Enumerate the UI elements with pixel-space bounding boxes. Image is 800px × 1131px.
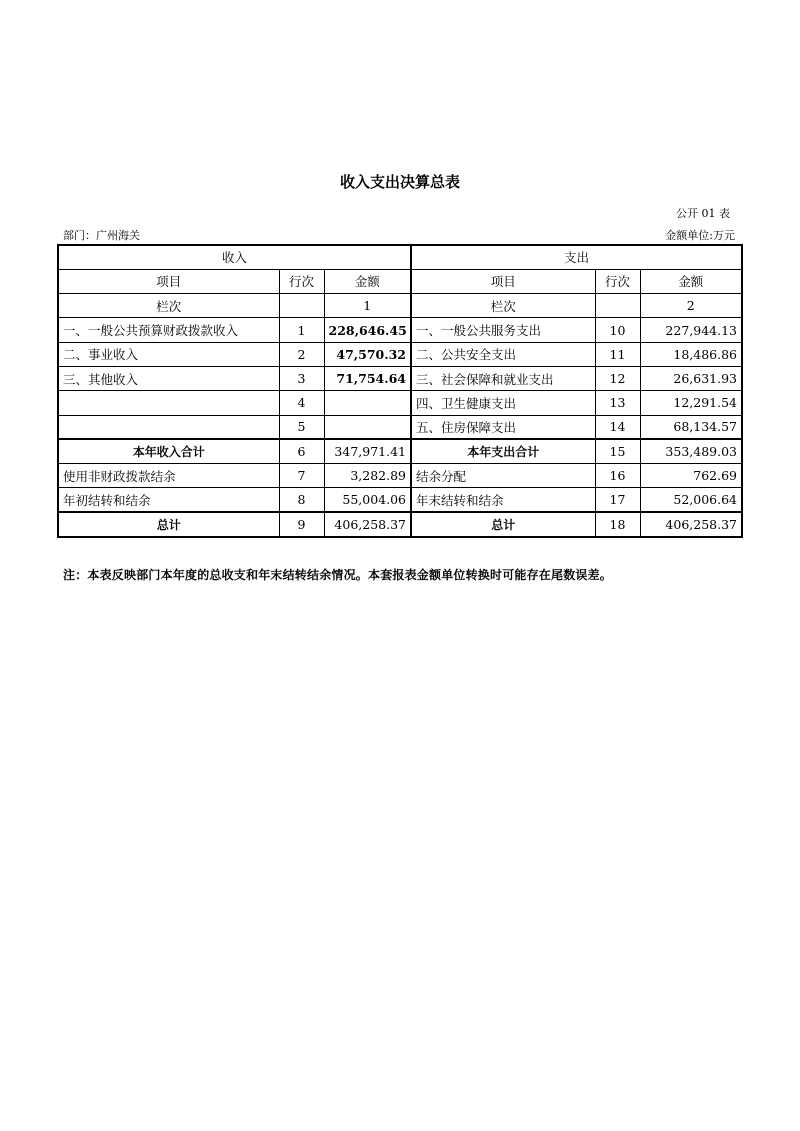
- total-row: [58, 512, 742, 536]
- income-amount: [324, 415, 411, 439]
- footnote: 注：本表反映部门本年度的总收支和年末结转结余情况。本套报表金额单位转换时可能存在尾数误差。: [63, 568, 613, 582]
- expense-line: 16: [595, 464, 640, 488]
- income-item: 一、一般公共预算财政拨款收入: [58, 318, 279, 342]
- income-line: 5: [279, 415, 324, 439]
- expense-item: 二、公共安全支出: [411, 342, 595, 366]
- page-title: 收入支出决算总表: [339, 173, 460, 191]
- income-line: 7: [279, 464, 324, 488]
- table-row: [58, 464, 742, 488]
- income-expense-table: [57, 244, 743, 538]
- income-item: [58, 391, 279, 415]
- expense-amount: 12,291.54: [640, 391, 742, 415]
- income-subtotal-label: 本年收入合计: [58, 439, 279, 463]
- income-column-line-blank: [279, 294, 324, 318]
- column-number-row: [58, 294, 742, 318]
- section-header-row: [58, 245, 742, 269]
- expense-line-header: 行次: [595, 269, 640, 293]
- income-amount: 55,004.06: [324, 488, 411, 512]
- expense-item: 五、住房保障支出: [411, 415, 595, 439]
- income-section-header: 收入: [58, 245, 411, 269]
- expense-item: 四、卫生健康支出: [411, 391, 595, 415]
- expense-line: 13: [595, 391, 640, 415]
- income-item: 使用非财政拨款结余: [58, 464, 279, 488]
- income-column-row-label: 栏次: [58, 294, 279, 318]
- expense-item-header: 项目: [411, 269, 595, 293]
- table-row: [58, 488, 742, 512]
- income-amount: 71,754.64: [324, 366, 411, 390]
- expense-item: 年末结转和结余: [411, 488, 595, 512]
- income-total-label: 总计: [58, 512, 279, 536]
- expense-amount-header: 金额: [640, 269, 742, 293]
- income-amount: 3,282.89: [324, 464, 411, 488]
- expense-line: 14: [595, 415, 640, 439]
- expense-line: 11: [595, 342, 640, 366]
- expense-line: 15: [595, 439, 640, 463]
- income-total-amount: 406,258.37: [324, 512, 411, 536]
- income-line: 4: [279, 391, 324, 415]
- expense-amount: 68,134.57: [640, 415, 742, 439]
- expense-column-row-label: 栏次: [411, 294, 595, 318]
- income-line: 2: [279, 342, 324, 366]
- income-subtotal-amount: 347,971.41: [324, 439, 411, 463]
- expense-line: 10: [595, 318, 640, 342]
- unit-label: 金额单位:万元: [665, 229, 735, 242]
- expense-item: 一、一般公共服务支出: [411, 318, 595, 342]
- expense-item: 结余分配: [411, 464, 595, 488]
- table-row: [58, 391, 742, 415]
- income-amount-header: 金额: [324, 269, 411, 293]
- income-item: 年初结转和结余: [58, 488, 279, 512]
- income-line: 9: [279, 512, 324, 536]
- income-line: 8: [279, 488, 324, 512]
- table-row: [58, 366, 742, 390]
- expense-subtotal-amount: 353,489.03: [640, 439, 742, 463]
- expense-line: 17: [595, 488, 640, 512]
- income-amount: [324, 391, 411, 415]
- table-row: [58, 342, 742, 366]
- expense-amount: 26,631.93: [640, 366, 742, 390]
- table-row: [58, 415, 742, 439]
- column-header-row: [58, 269, 742, 293]
- expense-total-amount: 406,258.37: [640, 512, 742, 536]
- expense-amount: 762.69: [640, 464, 742, 488]
- expense-column-line-blank: [595, 294, 640, 318]
- expense-line: 18: [595, 512, 640, 536]
- income-line-header: 行次: [279, 269, 324, 293]
- expense-amount: 227,944.13: [640, 318, 742, 342]
- expense-subtotal-label: 本年支出合计: [411, 439, 595, 463]
- income-amount: 47,570.32: [324, 342, 411, 366]
- department-label: 部门：广州海关: [63, 229, 140, 242]
- expense-item: 三、社会保障和就业支出: [411, 366, 595, 390]
- income-line: 1: [279, 318, 324, 342]
- expense-section-header: 支出: [411, 245, 742, 269]
- expense-amount: 18,486.86: [640, 342, 742, 366]
- income-item-header: 项目: [58, 269, 279, 293]
- income-column-number: 1: [324, 294, 411, 318]
- table-row: [58, 318, 742, 342]
- income-item: [58, 415, 279, 439]
- expense-column-number: 2: [640, 294, 742, 318]
- income-line: 6: [279, 439, 324, 463]
- income-line: 3: [279, 366, 324, 390]
- income-item: 二、事业收入: [58, 342, 279, 366]
- subtotal-row: [58, 439, 742, 463]
- income-amount: 228,646.45: [324, 318, 411, 342]
- income-item: 三、其他收入: [58, 366, 279, 390]
- expense-total-label: 总计: [411, 512, 595, 536]
- expense-line: 12: [595, 366, 640, 390]
- expense-amount: 52,006.64: [640, 488, 742, 512]
- form-number: 公开 01 表: [676, 207, 730, 220]
